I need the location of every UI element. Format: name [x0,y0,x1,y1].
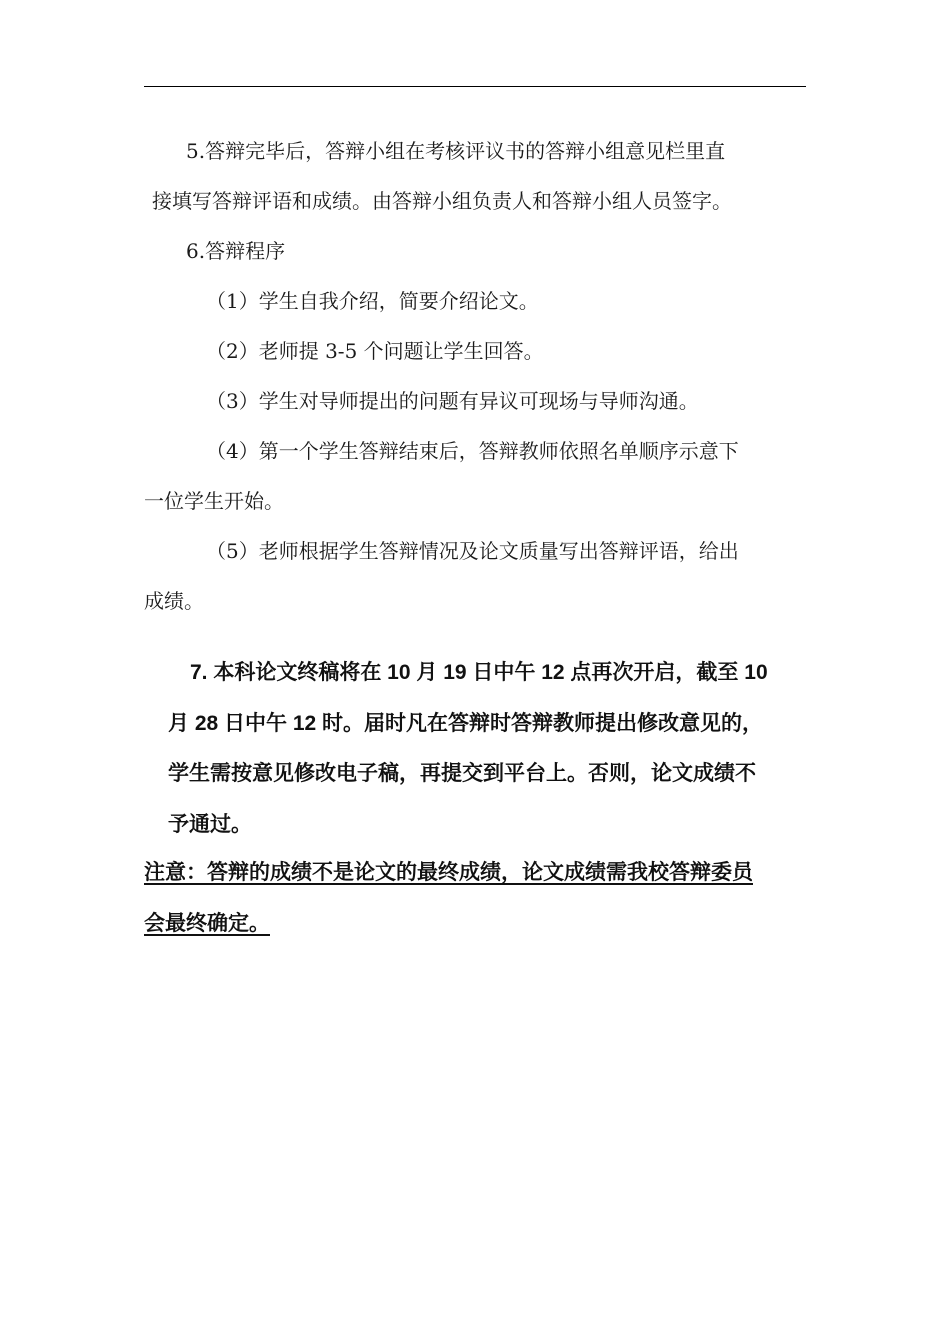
item5-line2: 接填写答辩评语和成绩。由答辩小组负责人和答辩小组人员签字。 [152,189,732,213]
step4-line1: （4）第一个学生答辩结束后，答辩教师依照名单顺序示意下 [206,439,739,463]
item7-line4: 予通过。 [168,813,252,836]
item5-line1: 5.答辩完毕后，答辩小组在考核评议书的答辩小组意见栏里直 [186,139,726,163]
note-line2: 会最终确定。 [144,912,270,935]
item7-line3: 学生需按意见修改电子稿，再提交到平台上。否则，论文成绩不 [168,762,756,785]
step3-line1: （3）学生对导师提出的问题有异议可现场与导师沟通。 [206,389,699,413]
header-rule [144,86,806,87]
item7-line1: 7. 本科论文终稿将在 10 月 19 日中午 12 点再次开启，截至 10 [190,661,768,684]
item7-line2: 月 28 日中午 12 时。届时凡在答辩时答辩教师提出修改意见的， [168,712,764,735]
step5-line1: （5）老师根据学生答辩情况及论文质量写出答辩评语，给出 [206,539,739,563]
item6-heading: 6.答辩程序 [186,239,286,263]
note-line1: 注意：答辩的成绩不是论文的最终成绩，论文成绩需我校答辩委员 [144,861,753,884]
step4-line2: 一位学生开始。 [144,489,284,513]
step1-line1: （1）学生自我介绍，简要介绍论文。 [206,289,539,313]
step2-line1: （2）老师提 3-5 个问题让学生回答。 [206,339,544,363]
step5-line2: 成绩。 [144,589,204,613]
